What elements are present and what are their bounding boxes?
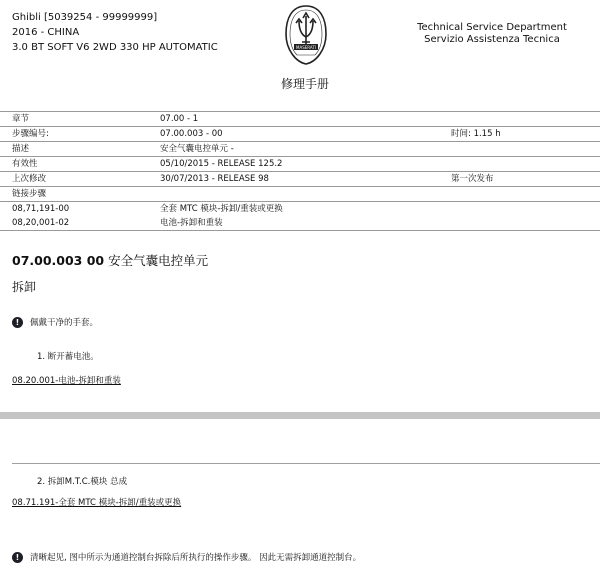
page-break-divider	[0, 412, 600, 419]
description-value: 安全气囊电控单元 -	[160, 144, 234, 154]
meta-row-linked-steps	[0, 187, 600, 202]
section-heading-removal: 拆卸	[12, 280, 37, 294]
linked-step-row	[0, 202, 600, 216]
warning-note	[12, 316, 98, 328]
time-value: 时间: 1.15 h	[451, 129, 501, 139]
warning-icon: !	[12, 552, 23, 563]
step-remove-mtc-module: 2. 拆卸M.T.C.模块 总成	[37, 477, 128, 487]
linked-step-description: 全套 MTC 模块-拆卸/重装或更换	[160, 204, 283, 214]
meta-row-description	[0, 142, 600, 157]
chapter-label: 章节	[12, 114, 30, 124]
chapter-value: 07.00 - 1	[160, 114, 199, 124]
warning-text: 清晰起见, 图中所示为通道控制台拆除后所执行的操作步骤。 因此无需拆卸通道控制台。	[30, 553, 362, 563]
mtc-module-procedure-link[interactable]: 08.71.191-全套 MTC 模块-拆卸/重装或更换	[12, 498, 182, 508]
warning-text: 佩戴干净的手套。	[30, 318, 99, 328]
linked-step-code: 08,71,191-00	[12, 204, 70, 214]
linked-step-code: 08,20,001-02	[12, 218, 70, 228]
vehicle-info	[12, 10, 218, 55]
validity-label: 有效性	[12, 159, 38, 169]
procedure-title	[12, 251, 208, 269]
linked-step-row	[0, 216, 600, 231]
logo-wordmark: MASERATI	[296, 44, 316, 50]
validity-value: 05/10/2015 - RELEASE 125.2	[160, 159, 283, 169]
manual-title: 修理手册	[280, 77, 329, 91]
horizontal-rule	[12, 463, 600, 464]
warning-icon: !	[12, 317, 23, 328]
description-label: 描述	[12, 144, 30, 154]
vehicle-market: 2016 - CHINA	[12, 27, 80, 38]
department-en: Technical Service Department	[417, 22, 567, 33]
meta-row-step-number	[0, 127, 600, 142]
department-it: Servizio Assistenza Tecnica	[424, 34, 560, 45]
vehicle-engine: 3.0 BT SOFT V6 2WD 330 HP AUTOMATIC	[12, 42, 218, 53]
last-modified-value: 30/07/2013 - RELEASE 98	[160, 174, 269, 184]
battery-procedure-link[interactable]: 08.20.001-电池-拆卸和重装	[12, 376, 121, 386]
procedure-code: 07.00.003 00	[12, 253, 105, 268]
linked-steps-label: 链接步骤	[12, 189, 47, 199]
last-modified-label: 上次修改	[12, 174, 47, 184]
department-info	[392, 22, 592, 46]
meta-row-last-modified	[0, 172, 600, 187]
procedure-metadata-table	[0, 111, 600, 231]
first-release-label: 第一次发布	[451, 174, 494, 184]
meta-row-chapter	[0, 111, 600, 127]
procedure-name: 安全气囊电控单元	[108, 253, 209, 268]
vehicle-model: Ghibli [5039254 - 99999999]	[12, 12, 158, 23]
step-number-label: 步骤编号:	[12, 129, 49, 139]
maserati-trident-logo	[282, 4, 330, 66]
warning-note	[12, 551, 361, 563]
linked-step-description: 电池-拆卸和重装	[160, 218, 223, 228]
step-number-value: 07.00.003 - 00	[160, 129, 223, 139]
meta-row-validity	[0, 157, 600, 172]
step-disconnect-battery: 1. 断开蓄电池。	[37, 352, 99, 362]
